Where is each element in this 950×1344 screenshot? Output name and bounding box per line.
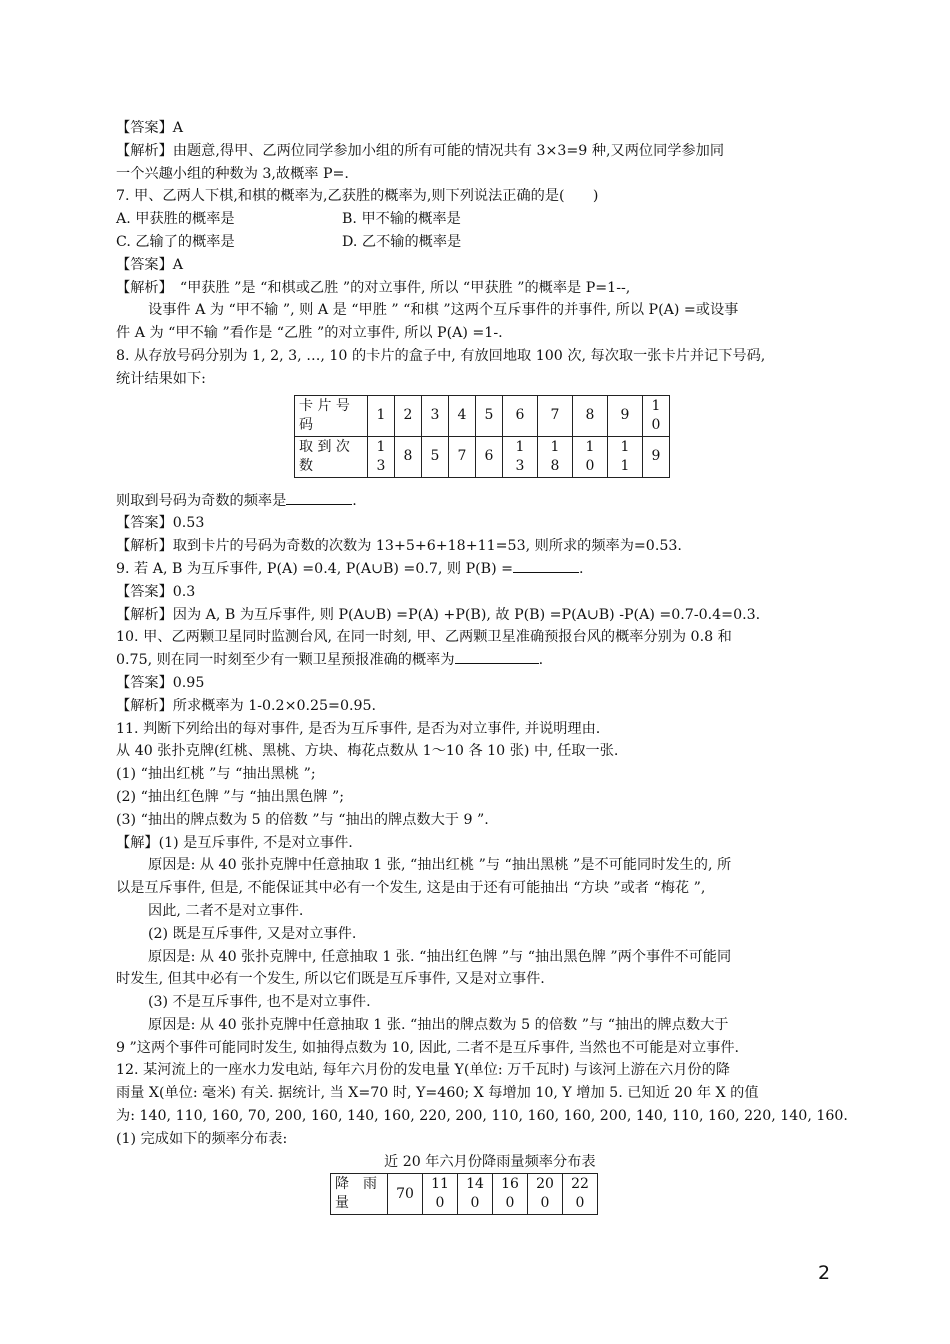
answer-6: 【答案】A — [116, 120, 183, 136]
table-cell: 1 — [368, 395, 395, 436]
solution-11-line2: 原因是: 从 40 张扑克牌中任意抽取 1 张, “抽出红桃 ”与 “抽出黑桃 ”是不可能同时发生的, 所 — [148, 857, 732, 874]
card-count-table — [294, 395, 670, 478]
question-7-options-row2 — [116, 231, 836, 254]
question-12-line1: 12. 某河流上的一座水力发电站, 每年六月份的发电量 Y(单位: 万千瓦时) 与该河上游在六月份的降 — [116, 1062, 730, 1079]
answer-blank — [455, 649, 539, 664]
question-11-line1: 11. 判断下列给出的每对事件, 是否为互斥事件, 是否为对立事件, 并说明理由. — [116, 720, 601, 737]
table-header-cell: 取 到 次 数 — [295, 436, 368, 477]
table-cell: 22 0 — [563, 1174, 598, 1215]
table-cell: 1 0 — [643, 395, 670, 436]
table-cell: 1 1 — [608, 436, 643, 477]
rainfall-frequency-table — [330, 1173, 598, 1215]
solution-11-line1: 【解】(1) 是互斥事件, 不是对立事件. — [116, 834, 353, 851]
card-table-wrap — [116, 395, 836, 478]
page-number: 2 — [818, 1262, 831, 1284]
option-d: D. 乙不输的概率是 — [342, 233, 462, 250]
solution-11-line4: 因此, 二者不是对立事件. — [148, 902, 304, 919]
table-cell: 9 — [643, 436, 670, 477]
explain-7-line2: 设事件 A 为 “甲不输 ”, 则 A 是 “甲胜 ” “和棋 ”这两个互斥事件的并事件, 所以 P(A) =或设事 — [148, 302, 739, 319]
solution-11-line10: 9 ”这两个事件可能同时发生, 如抽得点数为 10, 因此, 二者不是互斥事件, 当然也不可能是对立事件. — [116, 1039, 740, 1056]
question-8-prompt: 则取到号码为奇数的频率是 . — [116, 490, 836, 513]
table-cell: 5 — [476, 395, 503, 436]
table-cell: 4 — [449, 395, 476, 436]
explain-6-line1: 【解析】由题意,得甲、乙两位同学参加小组的所有可能的情况共有 3×3=9 种,又两位同学参加同 — [116, 142, 725, 159]
table-cell: 70 — [388, 1174, 423, 1215]
explain-10: 【解析】所求概率为 1-0.2×0.25=0.95. — [116, 697, 377, 714]
question-8-line2: 统计结果如下: — [116, 370, 206, 387]
table-cell: 3 — [422, 395, 449, 436]
question-12-line3: 为: 140, 110, 160, 70, 200, 160, 140, 160, 220, 200, 110, 160, 160, 200, 140, 110, 160, 220, 140, 160. — [116, 1108, 848, 1125]
question-10-line2: 0.75, 则在同一时刻至少有一颗卫星预报准确的概率为 . — [116, 649, 836, 672]
table-cell: 1 3 — [368, 436, 395, 477]
table-cell: 5 — [422, 436, 449, 477]
answer-9: 【答案】0.3 — [116, 583, 196, 600]
table-cell: 2 — [395, 395, 422, 436]
table-cell: 11 0 — [423, 1174, 458, 1215]
solution-11-line6: 原因是: 从 40 张扑克牌中, 任意抽取 1 张. “抽出红色牌 ”与 “抽出黑色牌 ”两个事件不可能同 — [148, 948, 732, 965]
question-11-line2: 从 40 张扑克牌(红桃、黑桃、方块、梅花点数从 1〜10 各 10 张) 中, 任取一张. — [116, 743, 619, 760]
explain-7-line3: 件 A 为 “甲不输 ”看作是 “乙胜 ”的对立事件, 所以 P(A) =1-. — [116, 325, 503, 342]
table-cell: 6 — [476, 436, 503, 477]
table-header-cell: 卡 片 号 码 — [295, 395, 368, 436]
card-count-row — [295, 436, 670, 477]
table-cell: 16 0 — [493, 1174, 528, 1215]
question-11-part2: (2) “抽出红色牌 ”与 “抽出黑色牌 ”; — [116, 788, 344, 805]
solution-11-line7: 时发生, 但其中必有一个发生, 所以它们既是互斥事件, 又是对立事件. — [116, 971, 545, 988]
table-cell: 1 8 — [538, 436, 573, 477]
answer-7: 【答案】A — [116, 256, 183, 273]
table-cell: 1 3 — [503, 436, 538, 477]
question-10-line1: 10. 甲、乙两颗卫星同时监测台风, 在同一时刻, 甲、乙两颗卫星准确预报台风的概率分别为 0.8 和 — [116, 629, 732, 646]
rainfall-row — [331, 1174, 598, 1215]
answer-8: 【答案】0.53 — [116, 515, 205, 532]
answer-blank — [286, 490, 352, 505]
table-cell: 8 — [395, 436, 422, 477]
option-a: A. 甲获胜的概率是 — [116, 211, 235, 228]
option-b: B. 甲不输的概率是 — [342, 211, 461, 228]
question-11-part1: (1) “抽出红桃 ”与 “抽出黑桃 ”; — [116, 766, 316, 783]
rain-table-wrap — [116, 1173, 836, 1215]
card-number-row — [295, 395, 670, 436]
explain-8: 【解析】取到卡片的号码为奇数的次数为 13+5+6+18+11=53, 则所求的频率为=0.53. — [116, 538, 682, 555]
answer-blank — [513, 558, 579, 573]
solution-11-line3: 以是互斥事件, 但是, 不能保证其中必有一个发生, 这是由于还有可能抽出 “方块 ”或者 “梅花 ”, — [116, 880, 706, 897]
question-8-line1: 8. 从存放号码分别为 1, 2, 3, …, 10 的卡片的盒子中, 有放回地取 100 次, 每次取一张卡片并记下号码, — [116, 347, 766, 364]
table-cell: 14 0 — [458, 1174, 493, 1215]
table-cell: 7 — [538, 395, 573, 436]
question-12-line4: (1) 完成如下的频率分布表: — [116, 1130, 288, 1147]
explain-7-line1: 【解析】 “甲获胜 ”是 “和棋或乙胜 ”的对立事件, 所以 “甲获胜 ”的概率是 P=1--, — [116, 279, 631, 296]
explain-6-line2: 一个兴趣小组的种数为 3,故概率 P=. — [116, 165, 349, 182]
table-header-cell: 降 雨 量 — [331, 1174, 388, 1215]
answer-10: 【答案】0.95 — [116, 674, 205, 691]
table-cell: 20 0 — [528, 1174, 563, 1215]
question-11-part3: (3) “抽出的牌点数为 5 的倍数 ”与 “抽出的牌点数大于 9 ”. — [116, 811, 489, 828]
table-cell: 9 — [608, 395, 643, 436]
question-12-line2: 雨量 X(单位: 毫米) 有关. 据统计, 当 X=70 时, Y=460; X 每增加 10, Y 增加 5. 已知近 20 年 X 的值 — [116, 1085, 759, 1102]
table-cell: 7 — [449, 436, 476, 477]
document-body — [116, 117, 848, 1215]
question-7: 7. 甲、乙两人下棋,和棋的概率为,乙获胜的概率为,则下列说法正确的是( ) — [116, 188, 599, 205]
solution-11-line5: (2) 既是互斥事件, 又是对立事件. — [148, 925, 357, 942]
table-cell: 1 0 — [573, 436, 608, 477]
explain-9: 【解析】因为 A, B 为互斥事件, 则 P(A∪B) =P(A) +P(B), 故 P(B) =P(A∪B) -P(A) =0.7-0.4=0.3. — [116, 606, 761, 623]
table-cell: 6 — [503, 395, 538, 436]
solution-11-line9: 原因是: 从 40 张扑克牌中任意抽取 1 张. “抽出的牌点数为 5 的倍数 ”与 “抽出的牌点数大于 — [148, 1016, 729, 1033]
solution-11-line8: (3) 不是互斥事件, 也不是对立事件. — [148, 994, 371, 1011]
option-c: C. 乙输了的概率是 — [116, 233, 235, 250]
rain-table-caption: 近 20 年六月份降雨量频率分布表 — [384, 1153, 596, 1170]
table-cell: 8 — [573, 395, 608, 436]
question-9: 9. 若 A, B 为互斥事件, P(A) =0.4, P(A∪B) =0.7, 则 P(B) = . — [116, 558, 836, 581]
question-7-options-row1 — [116, 208, 836, 231]
